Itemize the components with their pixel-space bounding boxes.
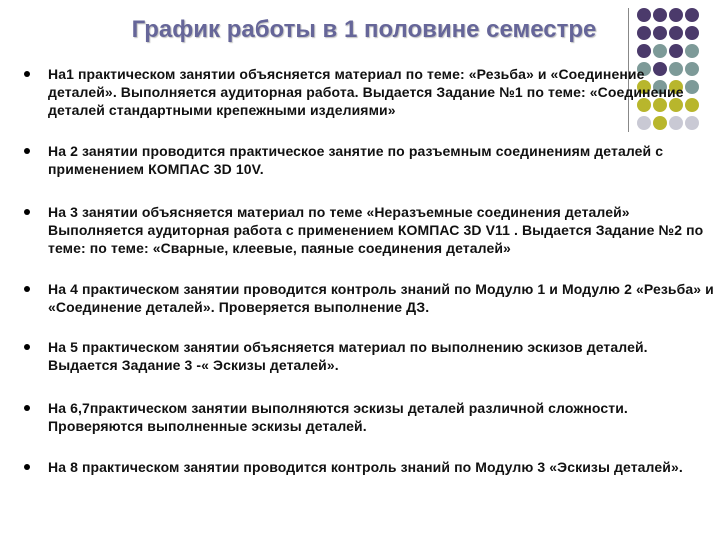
bullet-text: На 2 занятии проводится практическое занятие по разъемным соединениям деталей с применением КОМПАС 3D 10V. (48, 143, 664, 177)
bullet-text: На 8 практическом занятии проводится контроль знаний по Модулю 3 «Эскизы деталей». (48, 459, 683, 475)
bullet-item (24, 65, 714, 119)
bullet-item (24, 399, 714, 435)
bullet-mark (24, 148, 30, 154)
bullet-mark (24, 464, 30, 470)
bullet-text: На 3 занятии объясняется материал по теме «Неразъемные соединения деталей» Выполняется аудиторная работа с применением КОМПАС 3D V11 . Выдается Задание №2 по теме: по теме: «Сварные, клеевые, паяные соединения деталей» (48, 204, 704, 256)
bullet-item (24, 458, 714, 476)
bullet-item (24, 280, 714, 316)
bullet-text: На 5 практическом занятии объясняется материал по выполнению эскизов деталей. Выдается Задание 3 -« Эскизы деталей». (48, 339, 648, 373)
bullet-text: На1 практическом занятии объясняется материал по теме: «Резьба» и «Соединение деталей». Выполняется аудиторная работа. Выдается Задание №1 по теме: «Соединение деталей стандартными крепежными изделиями» (48, 66, 684, 118)
bullet-item (24, 338, 714, 374)
bullet-mark (24, 344, 30, 350)
bullet-text: На 4 практическом занятии проводится контроль знаний по Модулю 1 и Модулю 2 «Резьба» и «Соединение деталей». Проверяется выполнение ДЗ. (48, 281, 714, 315)
bullet-mark (24, 209, 30, 215)
slide-title: График работы в 1 половине семестре (131, 16, 597, 43)
bullet-item (24, 203, 714, 257)
bullet-mark (24, 71, 30, 77)
bullet-item (24, 142, 714, 178)
bullet-mark (24, 405, 30, 411)
bullet-text: На 6,7практическом занятии выполняются эскизы деталей различной сложности. Проверяются выполненные эскизы деталей. (48, 400, 628, 434)
bullet-mark (24, 286, 30, 292)
